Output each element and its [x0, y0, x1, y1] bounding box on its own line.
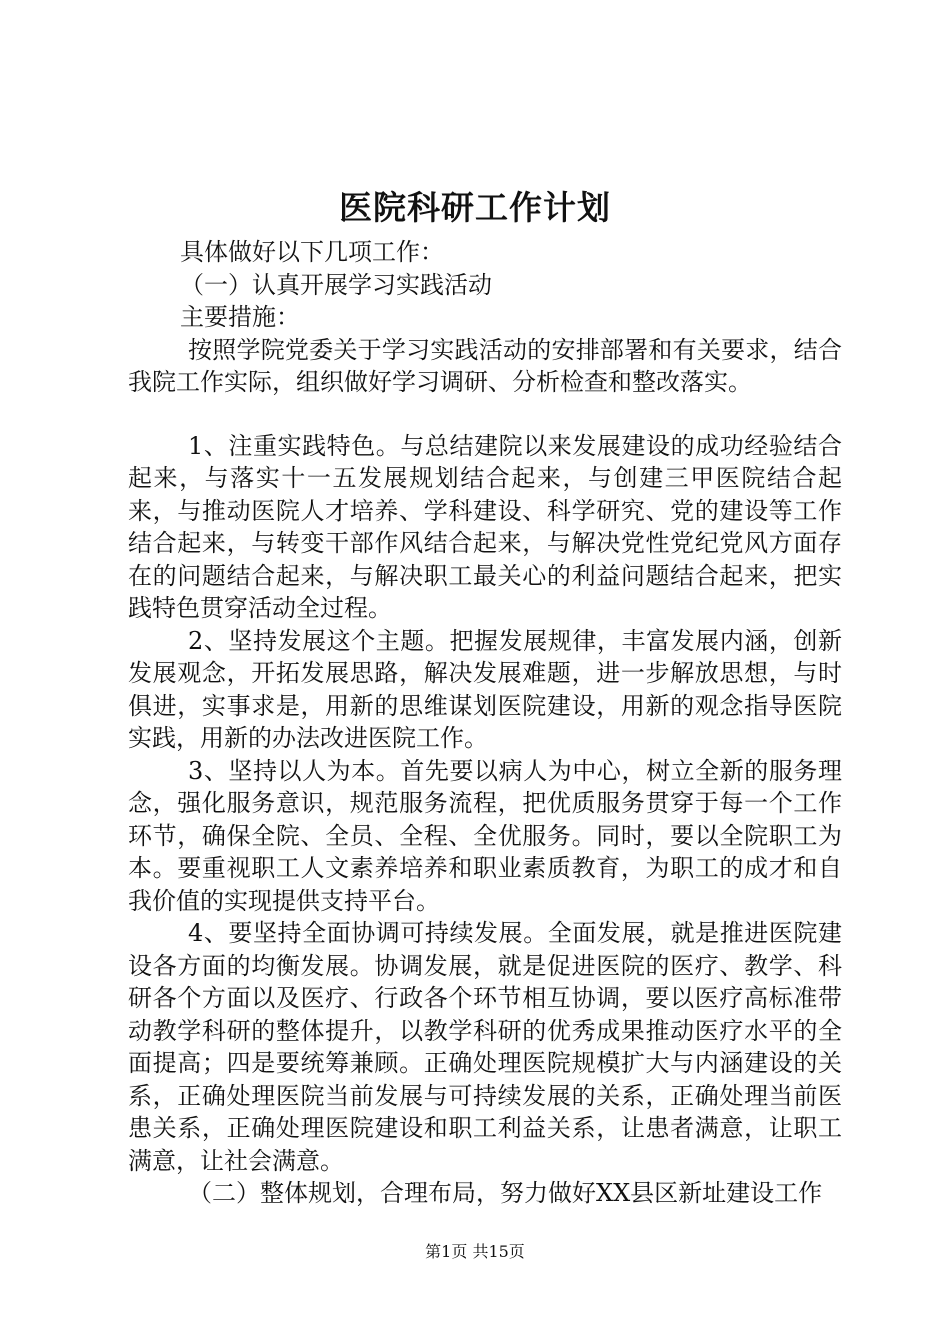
paragraph-section-2-heading: （二）整体规划，合理布局，努力做好XX县区新址建设工作 [188, 1179, 823, 1207]
paragraph-item-1: 1、注重实践特色。与总结建院以来发展建设的成功经验结合起来，与落实十一五发展规划结合起来，与创建三甲医院结合起来，与推动医院人才培养、学科建设、科学研究、党的建设等工作结合起来，与转变干部作风结合起来，与解决党性党纪党风方面存在的问题结合起来，与解决职工最关心的利益问题结合起来，把实践特色贯穿活动全过程。 [128, 431, 842, 622]
paragraph-item-2: 2、坚持发展这个主题。把握发展规律，丰富发展内涵，创新发展观念，开拓发展思路，解决发展难题，进一步解放思想，与时俱进，实事求是，用新的思维谋划医院建设，用新的观念指导医院实践，用新的办法改进医院工作。 [128, 626, 842, 752]
document-title: 医院科研工作计划 [339, 188, 611, 227]
paragraph-measures-text: 按照学院党委关于学习实践活动的安排部署和有关要求，结合我院工作实际，组织做好学习调研、分析检查和整改落实。 [128, 335, 842, 396]
paragraph-item-4: 4、要坚持全面协调可持续发展。全面发展，就是推进医院建设各方面的均衡发展。协调发展，就是促进医院的医疗、教学、科研各个方面以及医疗、行政各个环节相互协调，要以医疗高标准带动教学科研的整体提升，以教学科研的优秀成果推动医疗水平的全面提高；四是要统筹兼顾。正确处理医院规模扩大与内涵建设的关系，正确处理医院当前发展与可持续发展的关系，正确处理当前医患关系，正确处理医院建设和职工利益关系，让患者满意，让职工满意，让社会满意。 [128, 919, 842, 1175]
page-footer: 第1页 共15页 [425, 1242, 525, 1261]
paragraph-gap [128, 399, 842, 430]
document-body [128, 236, 842, 1210]
paragraph-item-3: 3、坚持以人为本。首先要以病人为中心，树立全新的服务理念，强化服务意识，规范服务流程，把优质服务贯穿于每一个工作环节，确保全院、全员、全程、全优服务。同时，要以全院职工为本。要重视职工人文素养培养和职业素质教育，为职工的成才和自我价值的实现提供支持平台。 [128, 756, 842, 915]
paragraph-section-1-heading: （一）认真开展学习实践活动 [180, 270, 492, 299]
paragraph-measures-label: 主要措施： [180, 303, 300, 331]
paragraph-intro: 具体做好以下几项工作： [180, 238, 444, 266]
